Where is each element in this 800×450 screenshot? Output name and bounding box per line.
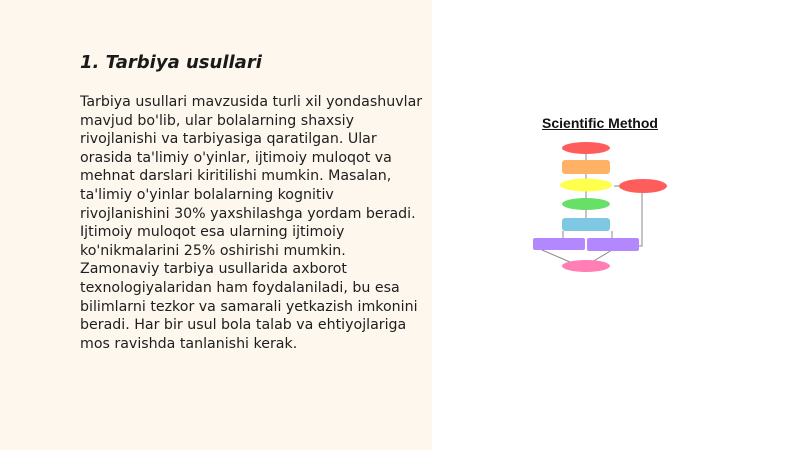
result-true-step xyxy=(533,238,585,250)
flowchart xyxy=(520,110,680,280)
result-false-step xyxy=(587,238,639,251)
observation-step xyxy=(562,142,610,154)
background-research-step xyxy=(562,160,610,174)
slide-heading: 1. Tarbiya usullari xyxy=(80,52,262,73)
diagram-title: Scientific Method xyxy=(542,115,658,131)
analyze-step xyxy=(562,218,610,231)
scientific-method-diagram xyxy=(520,110,680,280)
report-step xyxy=(562,260,610,272)
arrow-7 xyxy=(542,250,570,262)
hypothesis-step xyxy=(560,179,612,192)
arrow-10 xyxy=(638,193,642,246)
experiment-step xyxy=(562,198,610,210)
arrow-8 xyxy=(592,250,612,262)
think-try-again-step xyxy=(619,179,667,193)
slide-paragraph: Tarbiya usullari mavzusida turli xil yondashuvlar mavjud bo'lib, ular bolalarning shaxsiy rivojlanishi va tarbiyasiga qaratilgan. Ular orasida ta'limiy o'yinlar, ijtimoiy muloqot va mehnat darslari kiritilishi mumkin. Masalan, ta'limiy o'yinlar bolalarning kognitiv rivojlanishini 30% yaxshilashga yordam beradi. Ijtimoiy muloqot esa ularning ijtimoiy ko'nikmalarini 25% oshirishi mumkin. Zamonaviy tarbiya usullarida axborot texnologiyalaridan ham foydalaniladi, bu esa bilimlarni tezkor va samarali yetkazish imkonini beradi. Har bir usul bola talab va ehtiyojlariga mos ravishda tanlanishi kerak. xyxy=(80,94,423,352)
